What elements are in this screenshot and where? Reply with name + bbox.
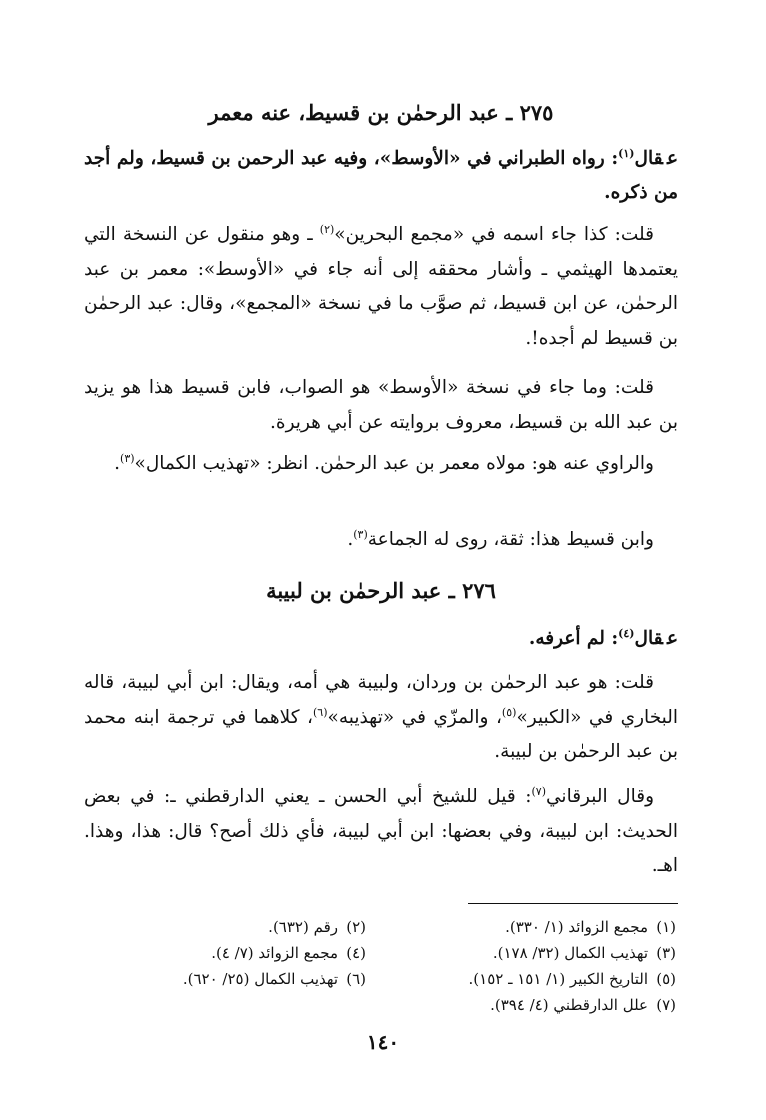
paragraph-text: : قيل للشيخ أبي الحسن ـ يعني الدارقطني ـ: في بعض الحديث: ابن لبيبة، وفي بعضها: ابن أبي لبيبة، فأي ذلك أصح؟ قال: هذا، وهذا. اهـ.	[84, 786, 678, 876]
page-number: ١٤٠	[366, 1030, 400, 1054]
footnote-text: تهذيب الكمال (٢٥/ ٦٢٠).	[182, 970, 338, 988]
footnote-ref: (٦)	[312, 705, 328, 719]
footnote-ref: (٧)	[531, 784, 546, 798]
quote-lead: قال	[634, 628, 663, 649]
footnote-number: (٦)	[346, 970, 366, 988]
entry-heading-276: ٢٧٦ ـ عبد الرحمٰن بن لبيبة	[266, 578, 496, 603]
footnote-number: (٤)	[346, 944, 366, 962]
entry-275-paragraph-3	[84, 447, 678, 482]
quote-text: : رواه الطبراني في «الأوسط»، وفيه عبد الرحمن بن قسيط، ولم أجد من ذكره.	[84, 148, 678, 203]
footnote-ref: (٤)	[618, 626, 635, 640]
paragraph-text: قلت: كذا جاء اسمه في «مجمع البحرين»	[334, 224, 654, 245]
footnote-number: (٣)	[656, 944, 676, 962]
footnote-text: مجمع الزوائد (٧/ ٤).	[211, 944, 338, 962]
footnote-4	[211, 940, 366, 966]
entry-276-quote	[84, 622, 678, 656]
paragraph-text: والراوي عنه هو: مولاه معمر بن عبد الرحمٰن. انظر: «تهذيب الكمال»	[134, 453, 654, 474]
source-mark: ع	[666, 628, 678, 649]
entry-275-quote	[84, 142, 678, 210]
paragraph-text: ـ وهو منقول عن النسخة التي يعتمدها الهيثمي ـ وأشار محققه إلى أنه جاء في «الأوسط»: معمر بن عبد الرحمٰن، عن ابن قسيط، ثم صوَّب ما في نسخة «المجمع»، وقال: عبد الرحمٰن بن قسيط لم أجده!.	[84, 224, 678, 349]
entry-275-paragraph-4	[84, 523, 678, 558]
entry-275-paragraph-2	[84, 371, 678, 440]
footnote-number: (١)	[656, 918, 676, 936]
main-text	[84, 96, 678, 876]
entry-heading-275: ٢٧٥ ـ عبد الرحمٰن بن قسيط، عنه معمر	[208, 100, 554, 125]
footnote-text: رقم (٦٣٢).	[268, 918, 338, 936]
paragraph-text: ، والمزّي في «تهذيبه»	[327, 706, 502, 728]
paragraph-text: ، كلاهما في ترجمة ابنه محمد بن عبد الرحمٰن بن لبيبة.	[84, 706, 678, 762]
quote-text: : لم أعرفه.	[528, 628, 619, 649]
footnote-number: (٧)	[656, 996, 676, 1014]
footnote-1	[505, 914, 676, 940]
footnote-text: التاريخ الكبير (١/ ١٥١ ـ ١٥٢).	[468, 970, 648, 988]
footnote-text: مجمع الزوائد (١/ ٣٣٠).	[505, 918, 648, 936]
quote-lead: قال	[634, 148, 663, 169]
footnote-2	[268, 914, 366, 940]
footnote-7	[490, 992, 676, 1018]
footnote-3	[493, 940, 676, 966]
source-mark: ع	[666, 148, 678, 169]
footnote-text: تهذيب الكمال (٣٢/ ١٧٨).	[492, 944, 648, 962]
footnote-number: (٢)	[346, 918, 366, 936]
footnote-ref: (٢)	[319, 222, 335, 236]
footnote-number: (٥)	[656, 970, 676, 988]
paragraph-text: قلت: وما جاء في نسخة «الأوسط» هو الصواب، فابن قسيط هذا هو يزيد بن عبد الله بن قسيط، معروف بروايته عن أبي هريرة.	[84, 377, 678, 433]
footnote-ref: (٣)	[353, 527, 368, 541]
entry-276-paragraph-2	[84, 780, 678, 884]
footnote-6	[183, 966, 366, 992]
paragraph-text: .	[347, 529, 354, 550]
footnote-text: علل الدارقطني (٤/ ٣٩٤).	[490, 996, 648, 1014]
footnote-ref: (٣)	[120, 451, 135, 465]
footnote-separator	[468, 903, 678, 904]
paragraph-text: .	[114, 453, 121, 474]
paragraph-text: وقال البرقاني	[546, 786, 654, 807]
footnote-ref: (٥)	[501, 705, 517, 719]
footnote-ref: (١)	[618, 146, 635, 160]
footnote-5	[469, 966, 676, 992]
entry-276-paragraph-1	[84, 666, 678, 770]
paragraph-text: وابن قسيط هذا: ثقة، روى له الجماعة	[367, 529, 654, 550]
entry-275-paragraph-1	[84, 218, 678, 356]
paragraph-text: قلت: هو عبد الرحمٰن بن وردان، ولبيبة هي أمه، ويقال: ابن أبي لبيبة، قاله البخاري في «الكبير»	[84, 672, 678, 728]
